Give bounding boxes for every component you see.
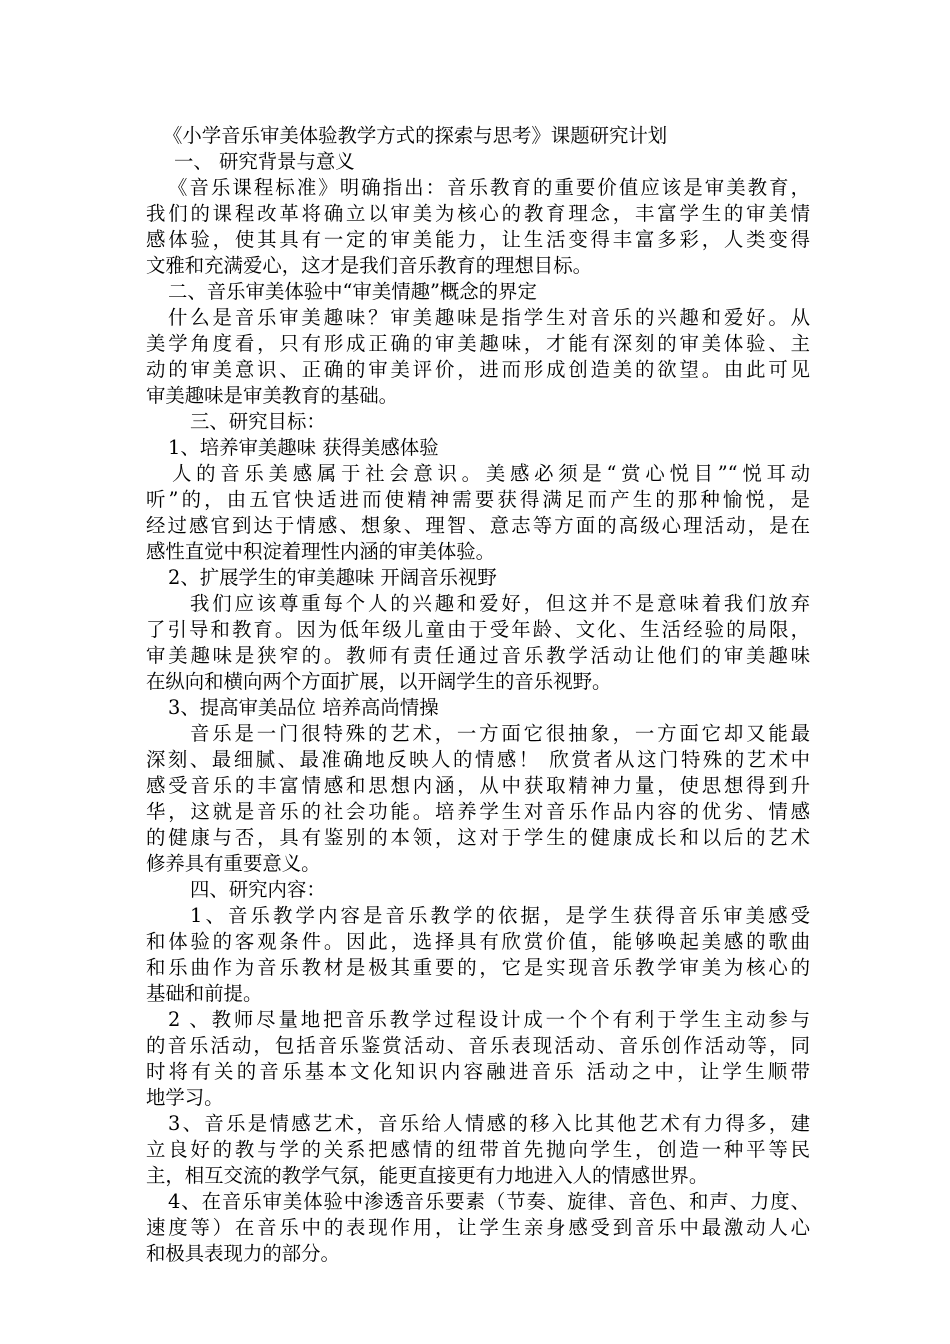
paragraph-line: 3、音乐是情感艺术，音乐给人情感的移入比其他艺术有力得多，建 — [168, 1112, 810, 1135]
paragraph-line: 感性直觉中积淀着理性内涵的审美体验。 — [146, 540, 496, 563]
paragraph-line: 主，相互交流的教学气氛，能更直接更有力地进入人的情感世界。 — [146, 1164, 709, 1187]
paragraph-line: 我们的课程改革将确立以审美为核心的教育理念，丰富学生的审美情 — [146, 202, 810, 225]
paragraph-line: 时将有关的音乐基本文化知识内容融进音乐 活动之中，让学生顺带 — [146, 1060, 810, 1083]
paragraph-line: 感体验，使其具有一定的审美能力，让生活变得丰富多彩，人类变得 — [146, 228, 810, 251]
paragraph-line: 和极具表现力的部分。 — [146, 1242, 340, 1265]
paragraph-line: 在纵向和横向两个方面扩展，以开阔学生的音乐视野。 — [146, 670, 612, 693]
paragraph-line: 修养具有重要意义。 — [146, 852, 321, 875]
paragraph-line: 地学习。 — [146, 1086, 224, 1109]
paragraph-line: 的健康与否，具有鉴别的本领，这对于学生的健康成长和以后的艺术 — [146, 826, 810, 849]
paragraph-line: 经过感官到达于情感、想象、理智、意志等方面的高级心理活动，是在 — [146, 514, 810, 537]
paragraph-line: 审美趣味是审美教育的基础。 — [146, 384, 399, 407]
document-title: 《小学音乐审美体验教学方式的探索与思考》课题研究计划 — [163, 124, 668, 147]
paragraph-line: 和体验的客观条件。因此，选择具有欣赏价值，能够唤起美感的歌曲 — [146, 930, 810, 953]
paragraph-line: 2 、教师尽量地把音乐教学过程设计成一个个有利于学生主动参与 — [168, 1008, 810, 1031]
subsection-heading: 2、扩展学生的审美趣味 开阔音乐视野 — [168, 566, 497, 589]
paragraph-line: 我们应该尊重每个人的兴趣和爱好，但这并不是意味着我们放弃 — [190, 592, 810, 615]
subsection-heading: 1、培养审美趣味 获得美感体验 — [168, 436, 439, 459]
paragraph-line: 的音乐活动，包括音乐鉴赏活动、音乐表现活动、音乐创作活动等，同 — [146, 1034, 810, 1057]
paragraph-line: 什么是音乐审美趣味？审美趣味是指学生对音乐的兴趣和爱好。从 — [168, 306, 810, 329]
paragraph-line: 4、在音乐审美体验中渗透音乐要素（节奏、旋律、音色、和声、力度、 — [168, 1190, 810, 1213]
paragraph-line: 《音乐课程标准》明确指出：音乐教育的重要价值应该是审美教育， — [168, 176, 810, 199]
paragraph-line: 速度等）在音乐中的表现作用，让学生亲身感受到音乐中最激动人心 — [146, 1216, 810, 1239]
paragraph-line: 立良好的教与学的关系把感情的纽带首先抛向学生，创造一种平等民 — [146, 1138, 810, 1161]
section-heading: 一、 研究背景与意义 — [174, 150, 355, 173]
paragraph-line: 听”的，由五官快适进而使精神需要获得满足而产生的那种愉悦，是 — [146, 488, 810, 511]
paragraph-line: 深刻、最细腻、最准确地反映人的情感！ 欣赏者从这门特殊的艺术中 — [146, 748, 810, 771]
paragraph-line: 文雅和充满爱心，这才是我们音乐教育的理想目标。 — [146, 254, 592, 277]
paragraph-line: 1、音乐教学内容是音乐教学的依据，是学生获得音乐审美感受 — [190, 904, 810, 927]
paragraph-line: 了引导和教育。因为低年级儿童由于受年龄、文化、生活经验的局限， — [146, 618, 810, 641]
paragraph-line: 感受音乐的丰富情感和思想内涵，从中获取精神力量，使思想得到升 — [146, 774, 810, 797]
subsection-heading: 3、提高审美品位 培养高尚情操 — [168, 696, 439, 719]
paragraph-line: 美学角度看，只有形成正确的审美趣味，才能有深刻的审美体验、主 — [146, 332, 810, 355]
paragraph-line: 音乐是一门很特殊的艺术，一方面它很抽象，一方面它却又能最 — [190, 722, 810, 745]
paragraph-line: 基础和前提。 — [146, 982, 263, 1005]
paragraph-line: 华，这就是音乐的社会功能。培养学生对音乐作品内容的优劣、情感 — [146, 800, 810, 823]
section-heading: 四、研究内容： — [190, 878, 326, 901]
section-heading: 二、音乐审美体验中“审美情趣”概念的界定 — [168, 280, 537, 303]
section-heading: 三、研究目标： — [190, 410, 326, 433]
paragraph-line: 人的音乐美感属于社会意识。美感必须是“赏心悦目”“悦耳动 — [172, 462, 810, 485]
paragraph-line: 和乐曲作为音乐教材是极其重要的，它是实现音乐教学审美为核心的 — [146, 956, 810, 979]
paragraph-line: 审美趣味是狭窄的。教师有责任通过音乐教学活动让他们的审美趣味 — [146, 644, 810, 667]
paragraph-line: 动的审美意识、正确的审美评价，进而形成创造美的欲望。由此可见 — [146, 358, 810, 381]
